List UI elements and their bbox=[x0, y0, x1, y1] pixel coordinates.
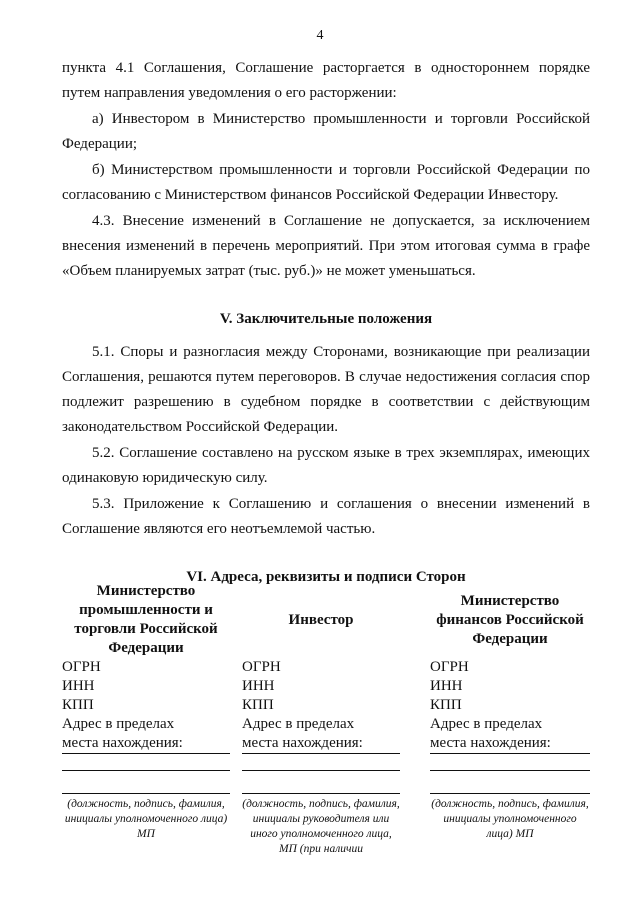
field-address-1: Адрес в пределах bbox=[430, 716, 543, 732]
party-title: Инвестор bbox=[288, 611, 354, 628]
party-title: Министерство промышленности и торговли Российской Федерации bbox=[74, 583, 218, 656]
field-address-1: Адрес в пределах bbox=[62, 716, 175, 732]
blank-line bbox=[430, 770, 590, 771]
field-kpp: КПП bbox=[242, 697, 274, 713]
signature-caption: (должность, подпись, фамилия, инициалы руководителя или иного уполномоченного лица, МП (при наличии bbox=[242, 798, 400, 855]
field-address-2: места нахождения: bbox=[430, 735, 551, 751]
signature-caption: (должность, подпись, фамилия, инициалы уполномоченного лица) МП bbox=[431, 798, 589, 840]
paragraph-5-3: 5.3. Приложение к Соглашению и соглашения о внесении изменений в Соглашение являются его неотъемлемой частью. bbox=[62, 496, 590, 537]
paragraph-item-a: а) Инвестором в Министерство промышленности и торговли Российской Федерации; bbox=[62, 111, 590, 152]
signature-line bbox=[62, 793, 230, 794]
party-title: Министерство финансов Российской Федерации bbox=[436, 592, 584, 647]
field-address-1: Адрес в пределах bbox=[242, 716, 355, 732]
field-ogrn: ОГРН bbox=[242, 659, 281, 675]
paragraph-5-2: 5.2. Соглашение составлено на русском языке в трех экземплярах, имеющих одинаковую юридическую силу. bbox=[62, 445, 590, 486]
field-ogrn: ОГРН bbox=[62, 659, 101, 675]
field-ogrn: ОГРН bbox=[430, 659, 469, 675]
party-column-minfin bbox=[430, 582, 590, 842]
paragraph-5-1: 5.1. Споры и разногласия между Сторонами, возникающие при реализации Соглашения, решаются путем переговоров. В случае недостижения согласия спор подлежит разрешению в судебном порядке в соответствии с действующим законодательством Российской Федерации. bbox=[62, 344, 590, 435]
paragraph-4-3: 4.3. Внесение изменений в Соглашение не допускается, за исключением внесения изменений в перечень мероприятий. При этом итоговая сумма в графе «Объем планируемых затрат (тыс. руб.)» не может уменьшаться. bbox=[62, 213, 590, 279]
field-address-2: места нахождения: bbox=[62, 735, 183, 751]
signature-line bbox=[242, 793, 400, 794]
page-number: 4 bbox=[316, 28, 324, 43]
field-inn: ИНН bbox=[62, 678, 95, 694]
field-kpp: КПП bbox=[62, 697, 94, 713]
section-5-heading: V. Заключительные положения bbox=[219, 311, 433, 327]
field-address-2: места нахождения: bbox=[242, 735, 363, 751]
blank-line bbox=[430, 753, 590, 754]
blank-line bbox=[242, 770, 400, 771]
paragraph-item-b: б) Министерством промышленности и торговли Российской Федерации по согласованию с Министерством финансов Российской Федерации Инвестору. bbox=[62, 162, 590, 203]
field-kpp: КПП bbox=[430, 697, 462, 713]
section-6-heading: VI. Адреса, реквизиты и подписи Сторон bbox=[186, 569, 466, 585]
blank-line bbox=[62, 753, 230, 754]
party-column-investor bbox=[242, 582, 400, 857]
document-body bbox=[62, 56, 590, 590]
blank-line bbox=[62, 770, 230, 771]
field-inn: ИНН bbox=[430, 678, 463, 694]
party-column-minpromtorg bbox=[62, 582, 230, 842]
field-inn: ИНН bbox=[242, 678, 275, 694]
paragraph-continuation: пункта 4.1 Соглашения, Соглашение расторгается в одностороннем порядке путем направления уведомления о его расторжении: bbox=[62, 60, 590, 101]
signature-caption: (должность, подпись, фамилия, инициалы уполномоченного лица) МП bbox=[64, 798, 228, 840]
signature-line bbox=[430, 793, 590, 794]
blank-line bbox=[242, 753, 400, 754]
